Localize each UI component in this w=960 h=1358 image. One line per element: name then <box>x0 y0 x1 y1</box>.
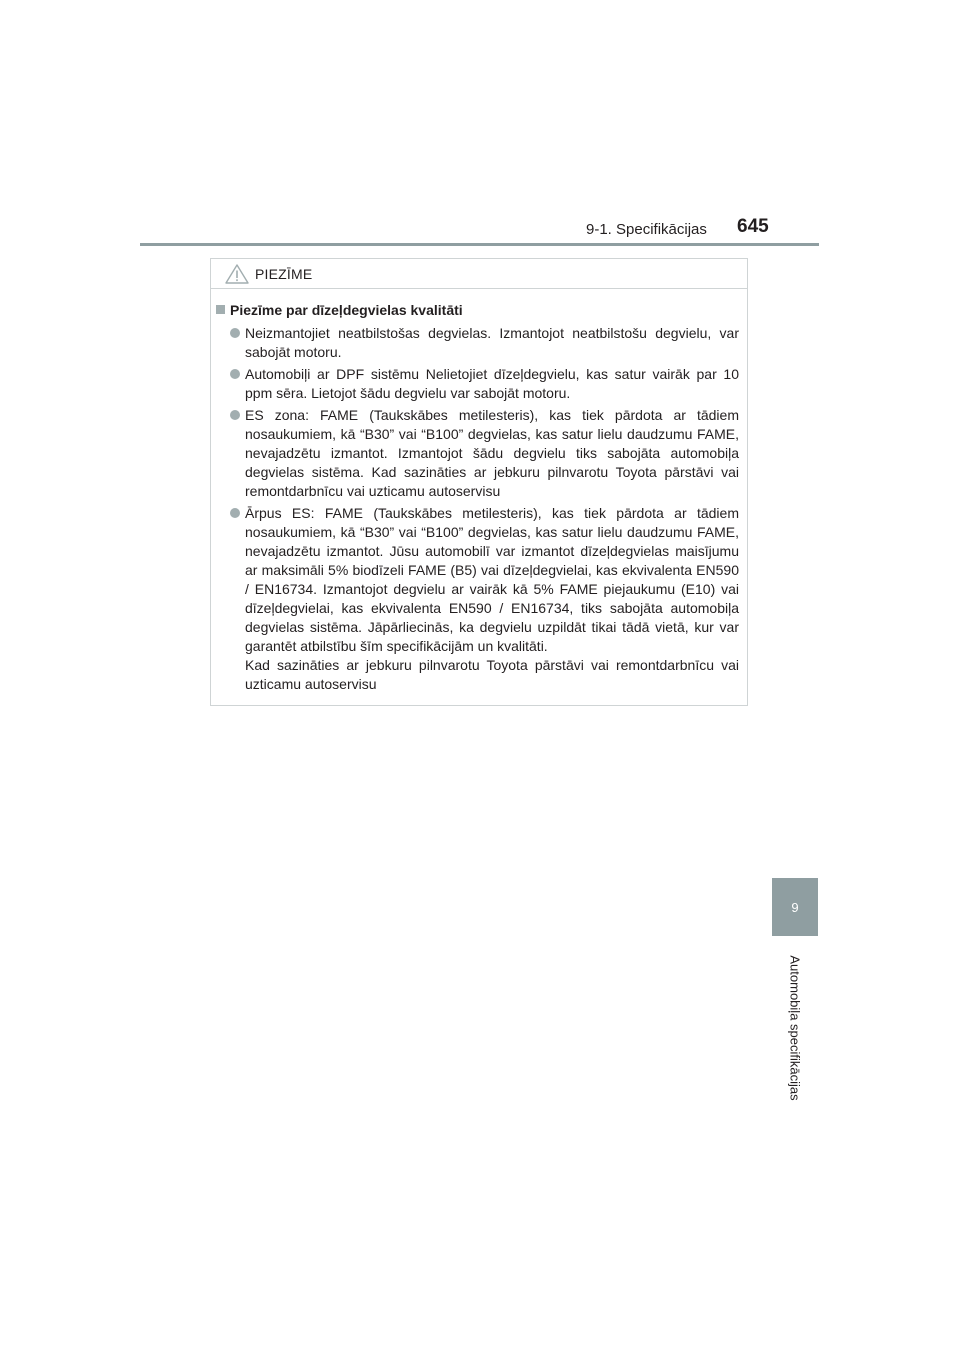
page-number: 645 <box>737 216 769 237</box>
list-item-text: Neizmantojiet neatbilstošas degvielas. Izmantojot neatbilstošu degvielu, var sabojāt motoru. <box>245 325 739 360</box>
notice-box <box>210 258 748 706</box>
notice-section-title-text: Piezīme par dīzeļdegvielas kvalitāti <box>230 302 463 318</box>
list-item-text: Automobiļi ar DPF sistēmu Nelietojiet dīzeļdegvielu, kas satur vairāk par 10 ppm sēra. Lietojot šādu degvielu var sabojāt motoru. <box>245 366 739 401</box>
list-item-text: ES zona: FAME (Taukskābes metilesteris), kas tiek pārdota ar tādiem nosaukumiem, kā “B30” vai “B100” degvielas, kas satur lielu daudzumu FAME, nevajadzētu izmantot. Izmantojot šādu degvielu tiks sabojāta automobiļa degvielas sistēma. Kad sazināties ar jebkuru pilnvarotu Toyota pārstāvi vai remontdarbnīcu vai uzticamu autoservisu <box>245 407 739 499</box>
notice-section-title <box>216 301 739 320</box>
notice-header <box>211 259 747 289</box>
list-item-text-continued: Kad sazināties ar jebkuru pilnvarotu Toyota pārstāvi vai remontdarbnīcu vai uzticamu autoservisu <box>245 657 739 692</box>
header-section-title: 9-1. Specifikācijas <box>586 221 707 238</box>
bullet-icon <box>230 369 240 379</box>
bullet-icon <box>230 508 240 518</box>
chapter-label: Automobiļa specifikācijas <box>787 955 803 1101</box>
header-divider <box>140 243 819 246</box>
list-item <box>216 504 739 694</box>
list-item <box>216 406 739 501</box>
square-bullet-icon <box>216 305 225 314</box>
list-item <box>216 365 739 403</box>
bullet-icon <box>230 328 240 338</box>
notice-body <box>211 289 747 694</box>
list-item <box>216 324 739 362</box>
chapter-tab <box>772 878 818 936</box>
warning-triangle-icon <box>225 264 249 284</box>
list-item-text-block <box>245 504 739 694</box>
notice-label: PIEZĪME <box>255 265 313 282</box>
chapter-number: 9 <box>791 899 799 915</box>
list-item-text: Ārpus ES: FAME (Taukskābes metilesteris), kas tiek pārdota ar tādiem nosaukumiem, kā “B30” vai “B100” degvielas, kas satur lielu daudzumu FAME, nevajadzētu izmantot. Jūsu automobilī var izmantot dīzeļdegvielas maisījumu ar maksimāli 5% biodīzeli FAME (B5) vai dīzeļdegvielai, kas ekvivalenta EN590 / EN16734. Izmantojot degvielu ar vairāk kā 5% FAME piejaukumu (E10) vai dīzeļdegvielai, kas ekvivalenta EN590 / EN16734, tiks sabojāta automobiļa degvielas sistēma. Jāpārliecinās, ka degvielu uzpildāt tikai tādā vietā, kur var garantēt atbilstību šīm specifikācijām un kvalitāti. <box>245 505 739 654</box>
bullet-icon <box>230 410 240 420</box>
